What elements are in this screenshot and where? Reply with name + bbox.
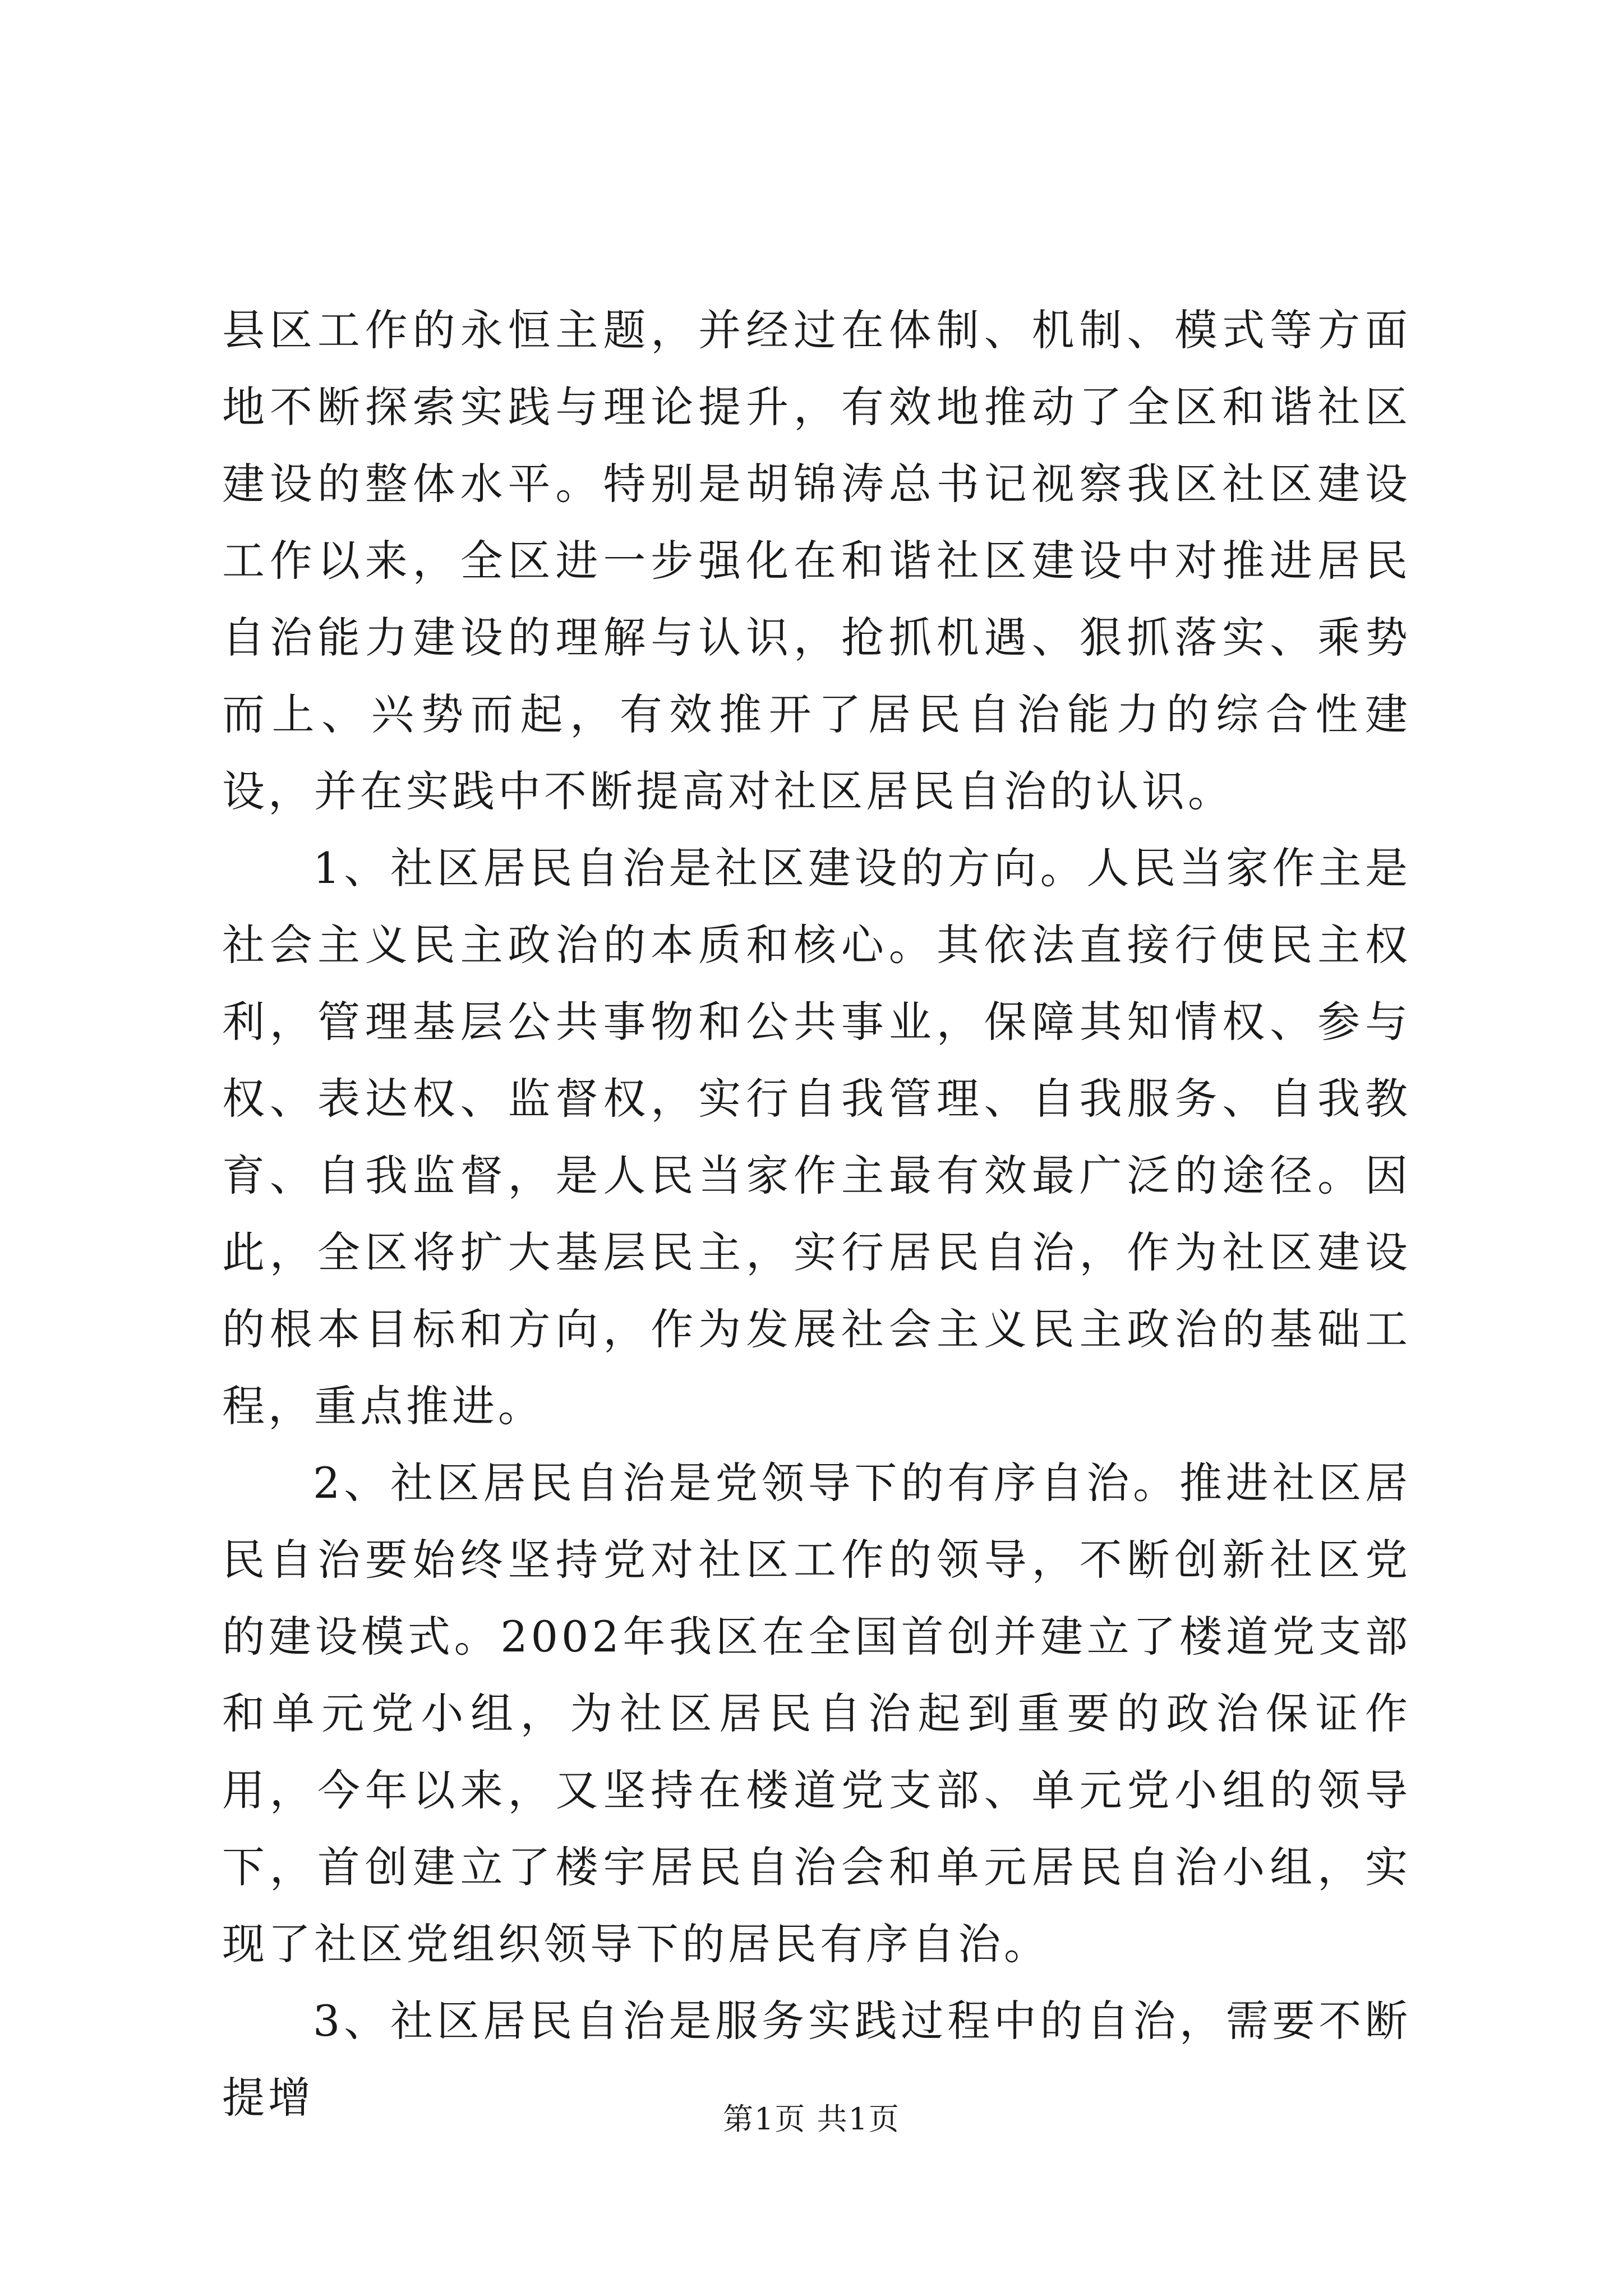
paragraph-2: 1、社区居民自治是社区建设的方向。人民当家作主是社会主义民主政治的本质和核心。其依法直接行使民主权利，管理基层公共事物和公共事业，保障其知情权、参与权、表达权、监督权，实行自我管理、自我服务、自我教育、自我监督，是人民当家作主最有效最广泛的途径。因此，全区将扩大基层民主，实行居民自治，作为社区建设的根本目标和方向，作为发展社会主义民主政治的基础工程，重点推进。 [222, 843, 1411, 1431]
paragraph-3: 2、社区居民自治是党领导下的有序自治。推进社区居民自治要始终坚持党对社区工作的领导，不断创新社区党的建设模式。2002年我区在全国首创并建立了楼道党支部和单元党小组，为社区居民自治起到重要的政治保证作用，今年以来，又坚持在楼道党支部、单元党小组的领导下，首创建立了楼宇居民自治会和单元居民自治小组，实现了社区党组织领导下的居民有序自治。 [222, 1458, 1411, 1969]
page-footer: 第1页 共1页 [723, 2101, 900, 2137]
paragraph-1: 县区工作的永恒主题，并经过在体制、机制、模式等方面地不断探索实践与理论提升，有效地推动了全区和谐社区建设的整体水平。特别是胡锦涛总书记视察我区社区建设工作以来，全区进一步强化在和谐社区建设中对推进居民自治能力建设的理解与认识，抢抓机遇、狠抓落实、乘势而上、兴势而起，有效推开了居民自治能力的综合性建设，并在实践中不断提高对社区居民自治的认识。 [222, 305, 1411, 816]
document-body [222, 292, 1411, 2136]
paragraph-4: 3、社区居民自治是服务实践过程中的自治，需要不断提增 [222, 1996, 1411, 2123]
